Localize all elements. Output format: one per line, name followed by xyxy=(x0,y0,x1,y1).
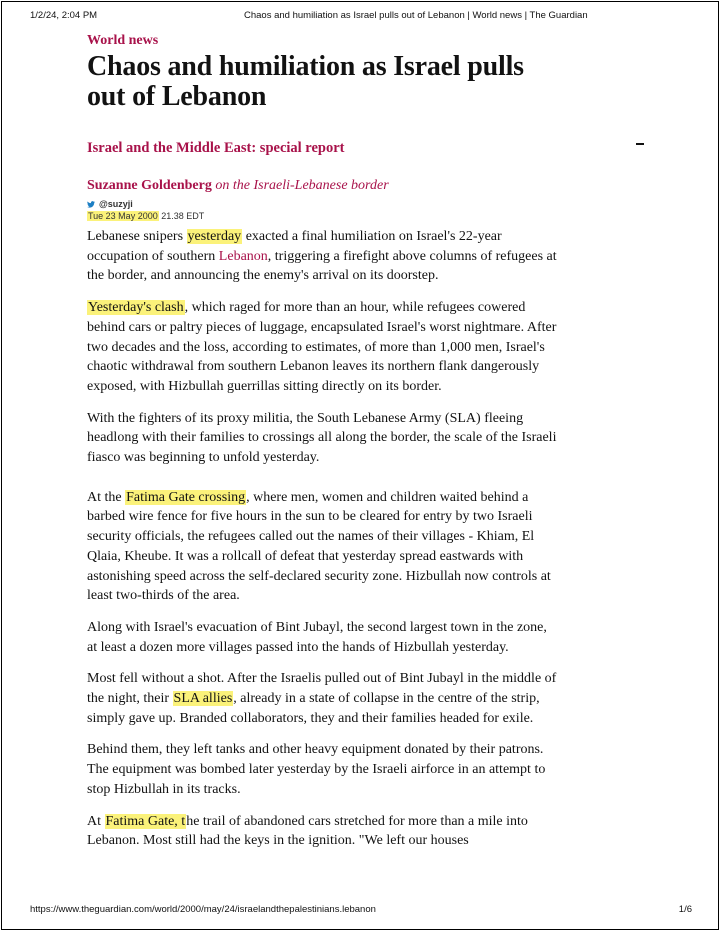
twitter-handle-text: @suzyji xyxy=(99,199,133,209)
highlight: Yesterday's clash xyxy=(88,300,184,316)
paragraph: With the fighters of its proxy militia, the South Lebanese Army (SLA) fleeing headlong with their families to crossings all along the border, the scale of the Israeli fiasco was beginning to unfold yesterday. xyxy=(87,410,557,466)
print-url: https://www.theguardian.com/world/2000/may/24/israelandthepalestinians.lebanon xyxy=(30,904,376,915)
print-header xyxy=(30,10,692,24)
series-link[interactable]: Israel and the Middle East: special report xyxy=(87,140,345,156)
margin-mark xyxy=(636,143,644,145)
section-link[interactable]: World news xyxy=(87,33,159,48)
paragraph: At the Fatima Gate crossing, where men, women and children waited behind a barbed wire fence for five hours in the sun to be cleared for entry by two Israeli security officials, the refugees called out the names of their villages - Khiam, El Qlaia, Kheube. It was a rollcall of defeat that yesterday spread eastwards with astonishing speed across the self-declared security zone. Hizbullah now controls at least two-thirds of the area. xyxy=(87,489,551,604)
byline xyxy=(87,177,557,195)
article-body xyxy=(87,227,557,851)
author-link[interactable]: Suzanne Goldenberg xyxy=(87,178,212,193)
highlight: yesterday xyxy=(187,229,242,244)
print-date: 1/2/24, 2:04 PM xyxy=(30,10,98,21)
publish-time: 21.38 EDT xyxy=(161,211,205,221)
print-footer xyxy=(30,904,692,918)
highlight: Fatima Gate, t xyxy=(105,813,186,829)
headline: Chaos and humiliation as Israel pulls out of Lebanon xyxy=(87,51,524,112)
paragraph: Lebanese snipers yesterday exacted a final humiliation on Israel's 22-year occupation of southern Lebanon, triggering a firefight above columns of refugees at the border, and announcing the enemy's arrival on its doorstep. xyxy=(87,229,557,284)
article xyxy=(87,32,557,863)
highlight: SLA allies xyxy=(173,691,233,707)
page-number: 1/6 xyxy=(678,904,692,915)
paragraph: Yesterday's clash, which raged for more than an hour, while refugees cowered behind cars or paltry pieces of luggage, encapsulated Israel's worst nightmare. After two decades and the loss, according to estimates, of more than 1,000 men, Israel's chaotic withdrawal from southern Lebanon leaves its northern flank dangerously exposed, with Hizbullah guerrillas sitting directly on its border. xyxy=(87,300,557,394)
dateline xyxy=(87,210,557,222)
print-page-title: Chaos and humiliation as Israel pulls out of Lebanon | World news | The Guardian xyxy=(244,10,588,21)
twitter-handle[interactable] xyxy=(87,198,557,210)
paragraph: Along with Israel's evacuation of Bint Jubayl, the second largest town in the zone, at least a dozen more villages passed into the hands of Hizbullah yesterday. xyxy=(87,619,547,655)
publish-date: Tue 23 May 2000 xyxy=(88,211,158,221)
twitter-icon xyxy=(87,201,95,208)
highlight: Fatima Gate crossing xyxy=(126,489,246,505)
byline-location: on the Israeli-Lebanese border xyxy=(215,178,389,193)
lebanon-link[interactable]: Lebanon xyxy=(218,248,268,264)
paragraph: At Fatima Gate, the trail of abandoned cars stretched for more than a mile into Lebanon. Most still had the keys in the ignition. "We left our houses xyxy=(87,813,528,849)
paragraph: Most fell without a shot. After the Israelis pulled out of Bint Jubayl in the middle of the night, their SLA allies, already in a state of collapse in the centre of the strip, simply gave up. Branded collaborators, they and their families headed for exile. xyxy=(87,671,557,726)
paragraph: Behind them, they left tanks and other heavy equipment donated by their patrons. The equipment was bombed later yesterday by the Israeli airforce in an attempt to stop Hizbullah in its tracks. xyxy=(87,742,546,797)
